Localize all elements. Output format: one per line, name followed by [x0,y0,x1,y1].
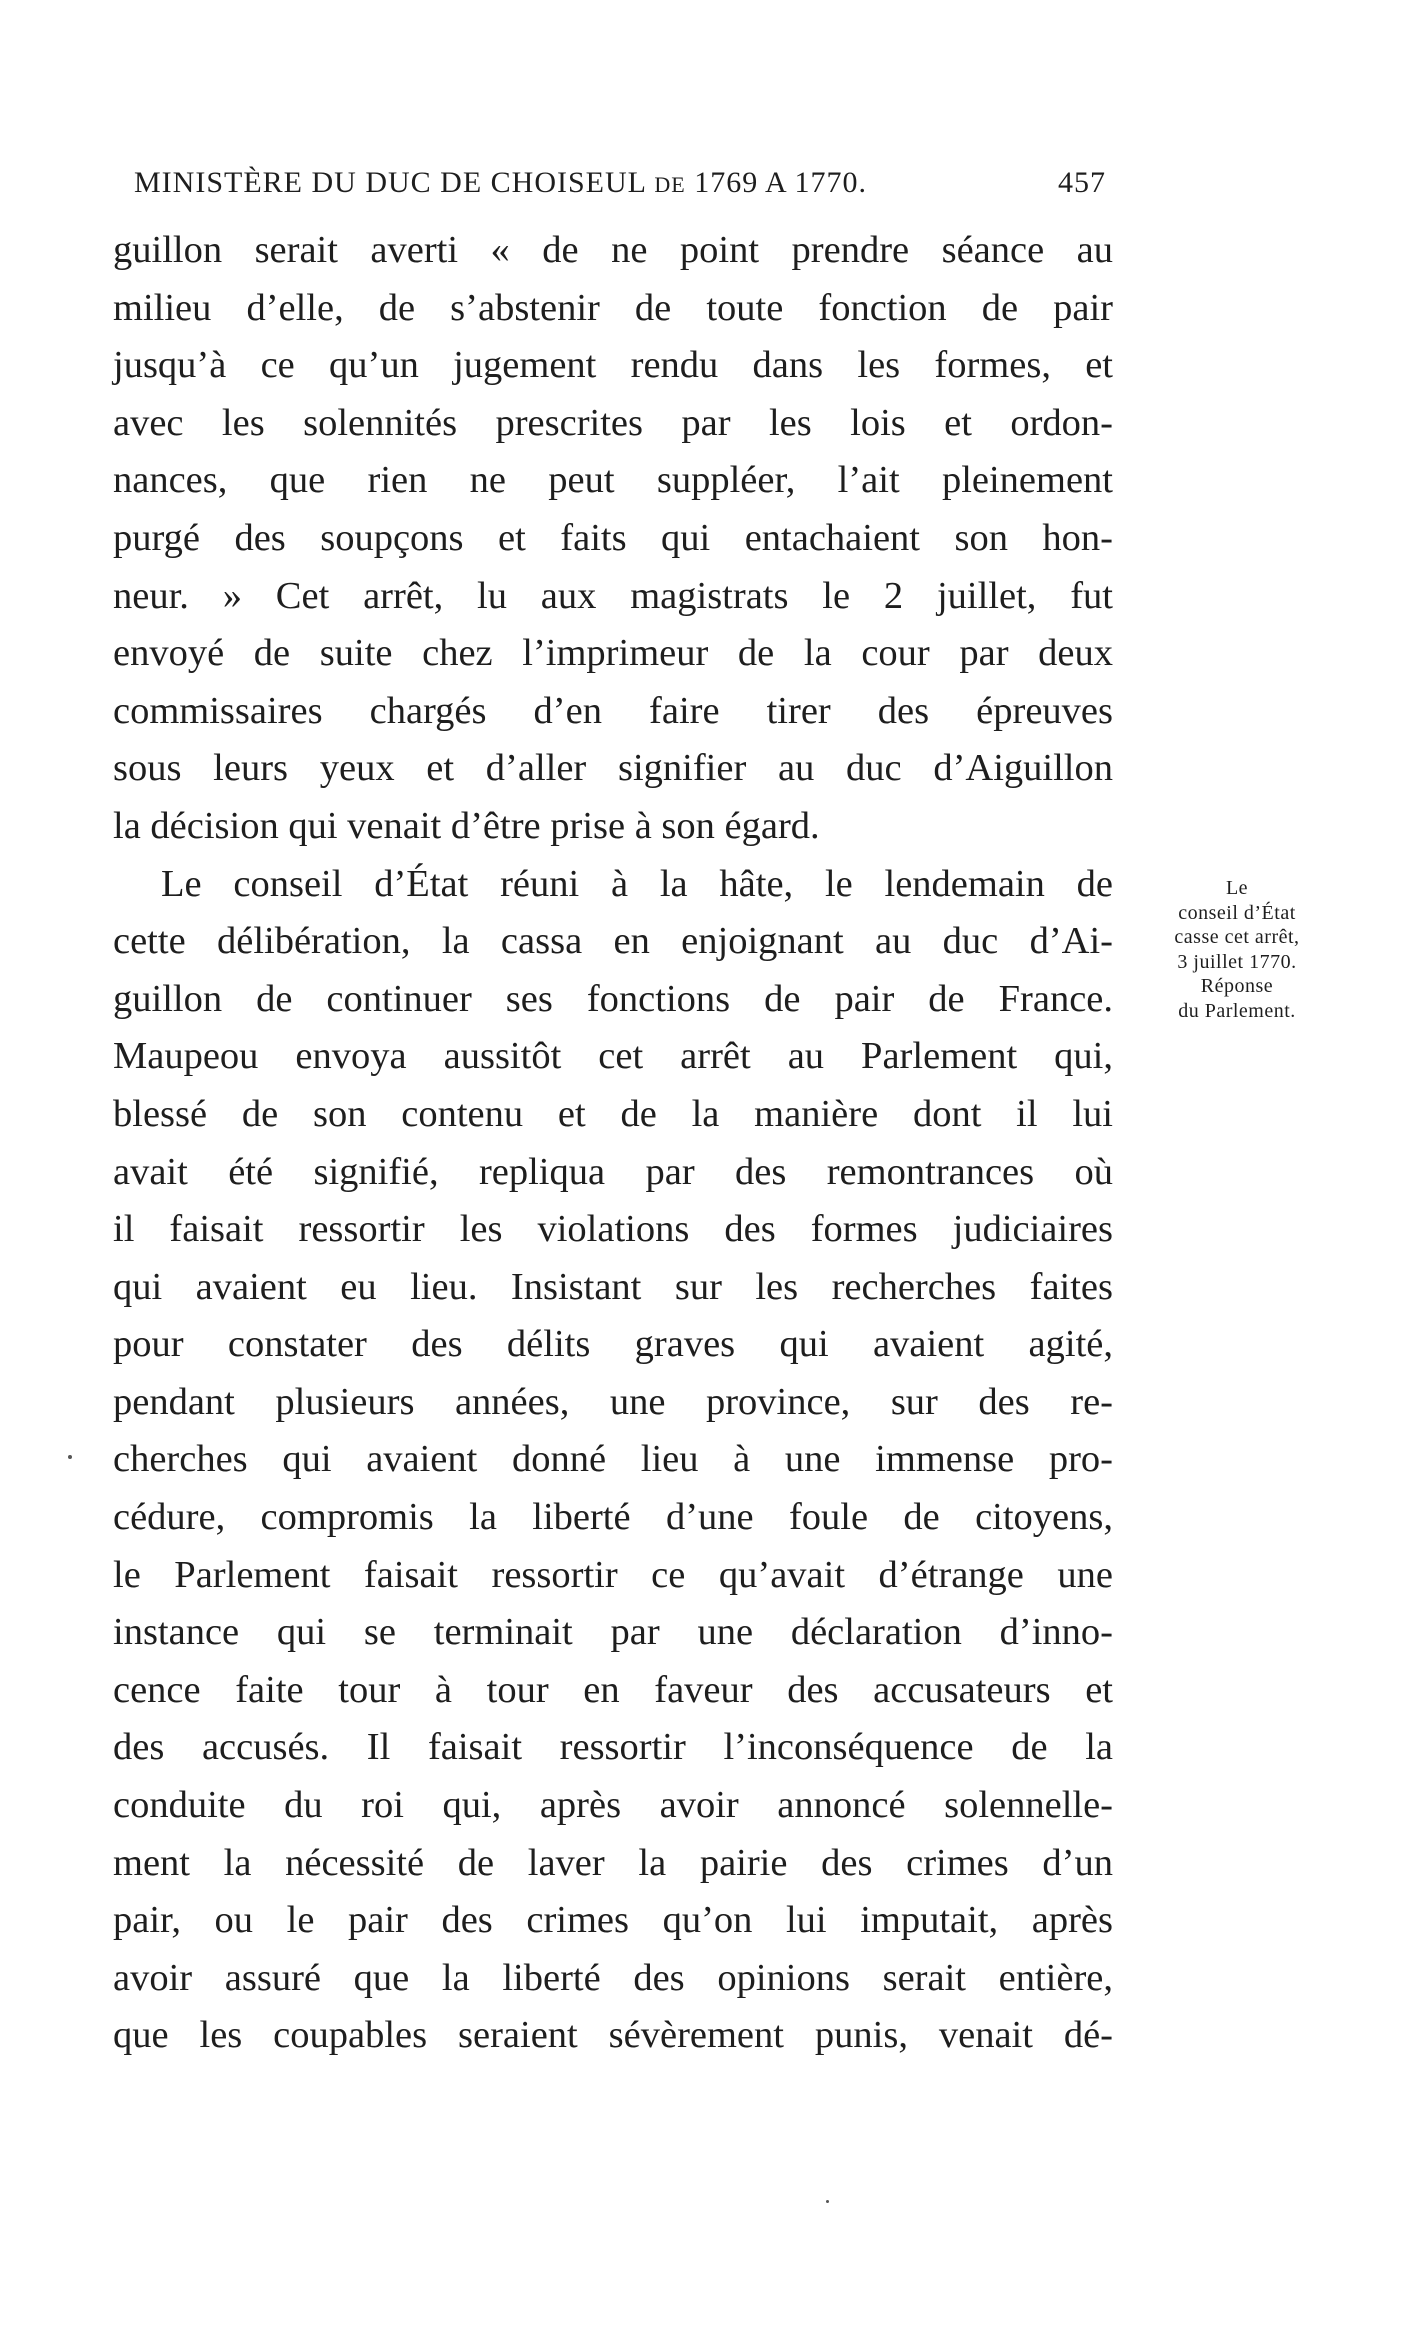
running-title-dates: 1769 A 1770. [694,166,868,199]
marginal-note-line: du Parlement. [1178,999,1296,1022]
marginal-note-line: 3 juillet 1770. [1177,950,1297,973]
body-text [113,222,1113,2065]
text-line: que les coupables seraient sévèrement punis, venait dé- [113,2014,1113,2057]
text-line: avec les solennités prescrites par les lois et ordon- [113,401,1113,444]
page-number: 457 [1058,166,1106,199]
text-line: envoyé de suite chez l’imprimeur de la cour par deux [113,632,1113,675]
text-line: sous leurs yeux et d’aller signifier au duc d’Aiguillon [113,747,1113,790]
print-speck [68,1455,72,1459]
text-line: avoir assuré que la liberté des opinions serait entière, [113,1956,1113,1999]
text-line: ment la nécessité de laver la pairie des crimes d’un [113,1841,1113,1884]
text-line: cence faite tour à tour en faveur des accusateurs et [113,1668,1113,1711]
text-line: guillon serait averti « de ne point prendre séance au [113,229,1113,271]
text-line: pair, ou le pair des crimes qu’on lui imputait, après [113,1899,1113,1942]
text-line: conduite du roi qui, après avoir annoncé solennelle- [113,1784,1113,1827]
text-line: Maupeou envoya aussitôt cet arrêt au Parlement qui, [113,1035,1113,1078]
text-line: pour constater des délits graves qui avaient agité, [113,1323,1113,1366]
marginal-note-line: conseil d’État [1178,901,1296,924]
running-title [134,166,867,200]
text-line: blessé de son contenu et de la manière dont il lui [113,1092,1113,1135]
running-title-main: MINISTÈRE DU DUC DE CHOISEUL [134,166,646,199]
text-line: purgé des soupçons et faits qui entachaient son hon- [113,516,1113,559]
running-title-de: DE [654,172,686,197]
text-line: cherches qui avaient donné lieu à une immense pro- [113,1438,1113,1481]
text-line: jusqu’à ce qu’un jugement rendu dans les formes, et [113,344,1113,387]
text-line: neur. » Cet arrêt, lu aux magistrats le 2 juillet, fut [113,574,1113,617]
running-header [134,166,1106,206]
text-line: cédure, compromis la liberté d’une foule de citoyens, [113,1496,1113,1539]
text-line-paragraph-end: la décision qui venait d’être prise à son égard. [113,804,820,847]
marginal-note-line: Le [1225,877,1249,899]
text-line: le Parlement faisait ressortir ce qu’avait d’étrange une [113,1553,1113,1596]
print-speck [826,2200,829,2203]
text-line: guillon de continuer ses fonctions de pair de France. [113,977,1113,1020]
text-line: commissaires chargés d’en faire tirer des épreuves [113,689,1113,732]
text-line-paragraph-start: Le conseil d’État réuni à la hâte, le lendemain de [161,862,1113,905]
text-line: pendant plusieurs années, une province, sur des re- [113,1380,1113,1423]
text-line: milieu d’elle, de s’abstenir de toute fonction de pair [113,286,1113,329]
marginal-note [1132,876,1342,1023]
text-line: des accusés. Il faisait ressortir l’inconséquence de la [113,1726,1113,1769]
marginal-note-line: casse cet arrêt, [1174,926,1300,948]
text-line: nances, que rien ne peut suppléer, l’ait pleinement [113,459,1113,502]
text-line: il faisait ressortir les violations des formes judiciaires [113,1208,1113,1251]
text-line: avait été signifié, repliqua par des remontrances où [113,1150,1113,1193]
marginal-note-line: Réponse [1200,975,1274,997]
text-line: qui avaient eu lieu. Insistant sur les recherches faites [113,1265,1113,1308]
text-line: cette délibération, la cassa en enjoignant au duc d’Ai- [113,920,1113,963]
text-line: instance qui se terminait par une déclaration d’inno- [113,1611,1113,1654]
